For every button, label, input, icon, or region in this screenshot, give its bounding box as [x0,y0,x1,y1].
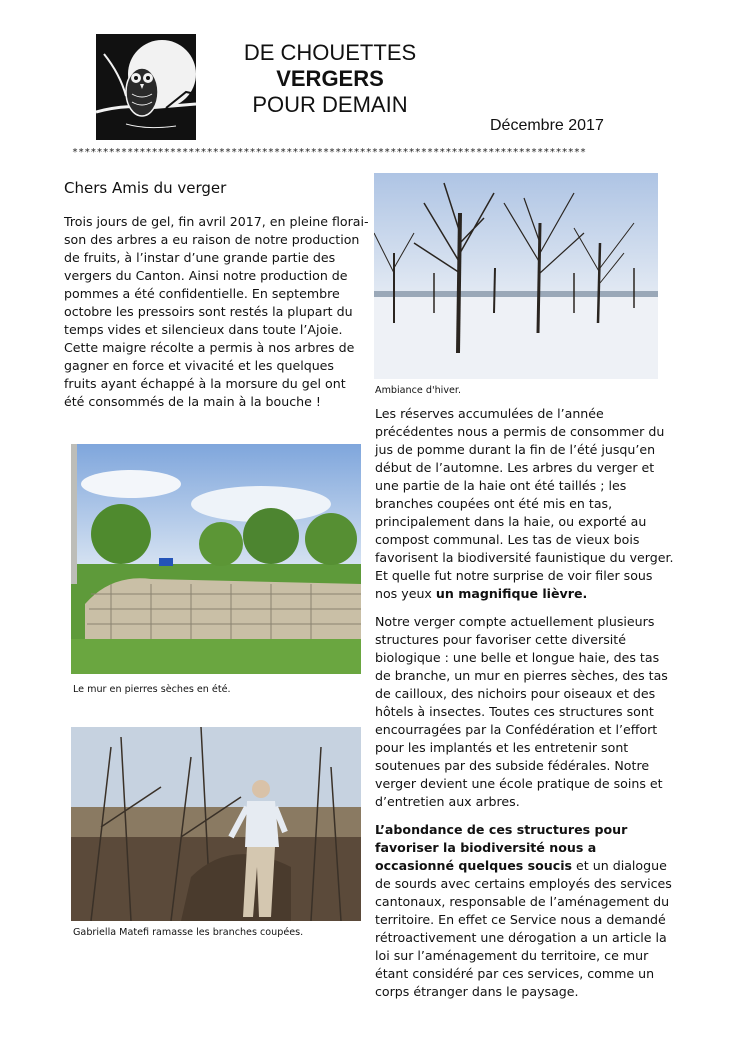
caption-gabriella: Gabriella Matefi ramasse les branches coupées. [73,927,304,938]
intro-paragraph-2: Cette maigre récolte a permis à nos arbres de gagner en force et vivacité et les quelques fruits ayant échappé à la morsure du gel ont été consommés de la main à la bouche ! [64,340,355,409]
title-line-3: POUR DEMAIN [252,92,408,117]
main-article-text [375,405,675,1011]
concerns-highlight: L’abondance de ces structures pour favoriser la biodiversité nous a occasionné quelques soucis [375,822,628,873]
article-paragraph-1-text: Les réserves accumulées de l’année précédentes nous a permis de consommer du jus de pomme durant la fin de l’été jusqu’en début de l’automne. Les arbres du verger et une partie de la haie ont été taillés ; les branches coupées ont été mis en tas, principalement dans la haie, ou exporté au compost communal. Les tas de vieux bois favorisent la biodiversité faunistique du verger. Et quelle fut notre surprise de voir filer sous nos yeux [375,406,674,601]
caption-wall: Le mur en pierres sèches en été. [73,684,231,695]
caption-winter: Ambiance d'hiver. [375,385,462,396]
issue-date: Décembre 2017 [490,117,604,134]
title-line-2: VERGERS [276,66,384,91]
stone-wall-photo [71,444,361,674]
intro-text [64,213,369,411]
branches-photo [71,727,361,921]
title-line-1: DE CHOUETTES [243,40,417,65]
hare-highlight: un magnifique lièvre. [435,586,588,601]
article-paragraph-1 [375,405,675,603]
article-paragraph-2: Notre verger compte actuellement plusieurs structures pour favoriser cette diversité biologique : une belle et longue haie, des tas de branche, un mur en pierres sèches, des tas de cailloux, des nichoirs pour oiseaux et des hôtels à insectes. Toutes ces structures sont encourragées par la Confédération et l’effort pour les implantés et les entretenir sont soutenues par des subside fédérales. Notre verger devient une école pratique de soins et d’entretien aux arbres. [375,614,668,809]
owl-logo [96,34,196,140]
article-paragraph-3-text: et un dialogue de sourds avec certains employés des services cantonaux, responsable de l’aménagement du territoire. En effet ce Service nous a demandé rétroactivement une dérogation a un article la loi sur l’aménagement du territoire, ce mur étant considéré par ces services, comme un corps étranger dans le paysage. [375,858,672,999]
greeting: Chers Amis du verger [64,179,227,197]
winter-orchard-photo [374,173,658,379]
newsletter-title [210,40,450,118]
intro-paragraph-1: Trois jours de gel, fin avril 2017, en pleine floraison des arbres a eu raison de notre production de fruits, à l’instar d’une grande partie des vergers du Canton. Ainsi notre production de pommes a été confidentielle. En septembre octobre les pressoirs sont restés la plupart du temps vides et silencieux dans toute l’Ajoie. [64,214,369,337]
article-paragraph-3 [375,821,675,1001]
separator-line: ************************************************************************************ [72,147,587,158]
